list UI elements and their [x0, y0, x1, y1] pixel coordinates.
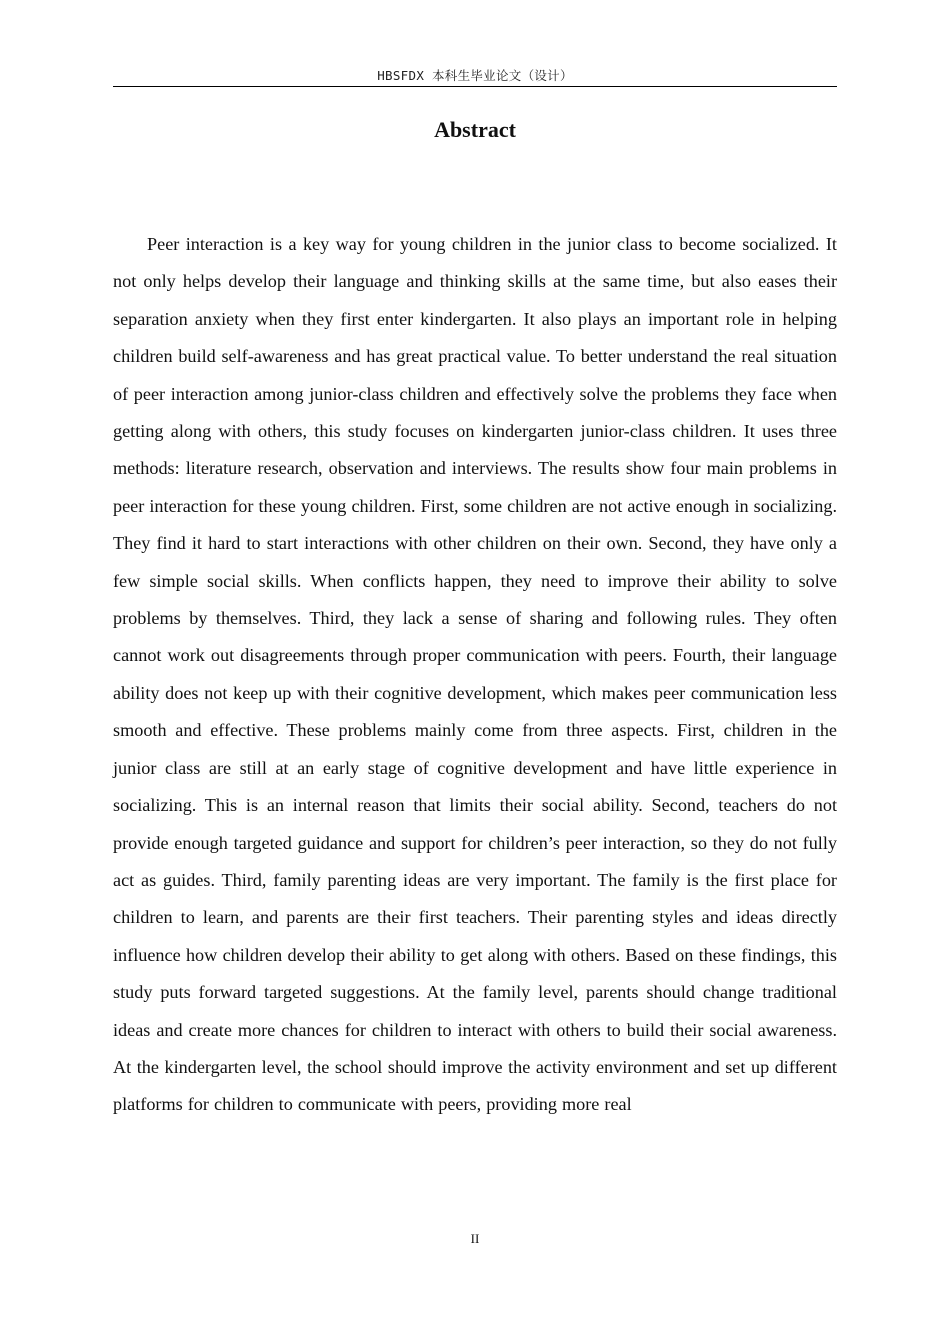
abstract-paragraph: Peer interaction is a key way for young children in the junior class to become socialized. It not only helps develop their language and thinking skills at the same time, but also eases their separation anxiety when they first enter kindergarten. It also plays an important role in helping children build self-awareness and has great practical value. To better understand the real situation of peer interaction among junior-class children and effectively solve the problems they face when getting along with others, this study focuses on kindergarten junior-class children. It uses three methods: literature research, observation and interviews. The results show four main problems in peer interaction for these young children. First, some children are not active enough in socializing. They find it hard to start interactions with other children on their own. Second, they have only a few simple social skills. When conflicts happen, they need to improve their ability to solve problems by themselves. Third, they lack a sense of sharing and following rules. They often cannot work out disagreements through proper communication with peers. Fourth, their language ability does not keep up with their cognitive development, which makes peer communication less smooth and effective. These problems mainly come from three aspects. First, children in the junior class are still at an early stage of cognitive development and have little experience in socializing. This is an internal reason that limits their social ability. Second, teachers do not provide enough targeted guidance and support for children’s peer interaction, so they do not fully act as guides. Third, family parenting ideas are very important. The family is the first place for children to learn, and parents are their first teachers. Their parenting styles and ideas directly influence how children develop their ability to get along with others. Based on these findings, this study puts forward targeted suggestions. At the family level, parents should change traditional ideas and create more chances for children to interact with others to build their social awareness. At the kindergarten level, the school should improve the activity environment and set up different platforms for children to communicate with peers, providing more real	[113, 234, 837, 1115]
header-text: HBSFDX 本科生毕业论文（设计）	[377, 68, 573, 83]
page-number: II	[470, 1231, 480, 1246]
page-title: Abstract	[434, 117, 516, 142]
page-header	[113, 66, 837, 87]
